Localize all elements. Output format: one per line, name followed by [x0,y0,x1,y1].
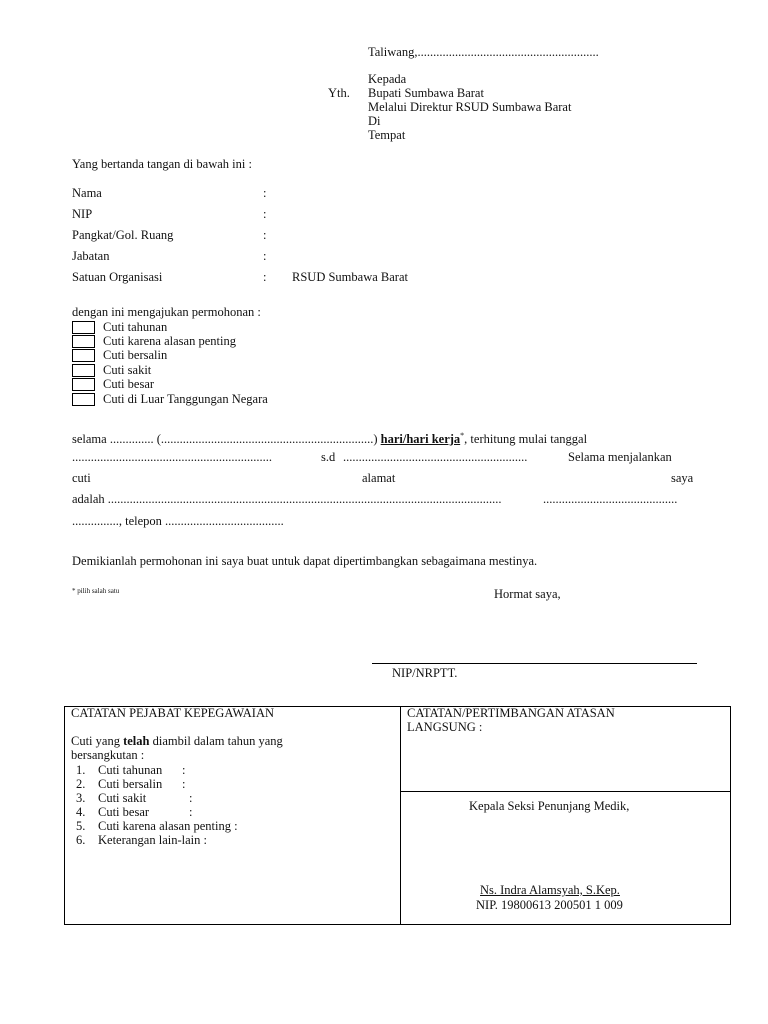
list-item-number: 3. [76,791,86,805]
approver-name: Ns. Indra Alamsyah, S.Kep. [480,883,620,897]
list-item-label: Cuti bersalin [98,777,163,791]
tempat-label: Tempat [368,128,406,142]
kepada-label: Kepada [368,72,407,86]
sd-label: s.d [321,450,336,464]
list-item-number: 4. [76,805,86,819]
list-item-label: Cuti karena alasan penting : [98,819,238,833]
identity-label: Satuan Organisasi [72,270,163,284]
footnote-marker: * [460,431,465,440]
table-row-divider [400,791,731,792]
alamat-word: alamat [362,471,396,485]
superior-notes-area[interactable] [401,735,730,790]
signature-nip-label: NIP/NRPTT. [392,666,458,680]
leave-type-label: Cuti karena alasan penting [103,334,236,348]
leave-type-label: Cuti besar [103,377,155,391]
taken-text-a: Cuti yang [71,734,124,748]
list-item-colon: : [189,805,193,819]
taken-leave-intro [71,734,283,749]
end-date-blank[interactable]: ........................................................... [343,450,528,464]
list-item-number: 2. [76,777,86,791]
identity-label: Nama [72,186,102,200]
approver-title: Kepala Seksi Penunjang Medik, [469,799,630,813]
start-date-blank[interactable]: ................................................................ [72,450,272,464]
duration-line [72,428,587,447]
taken-text-c: diambil dalam tahun yang [149,734,283,748]
leave-checkbox[interactable] [72,364,95,377]
identity-colon: : [263,186,267,200]
identity-label: Jabatan [72,249,110,263]
di-label: Di [368,114,381,128]
phone-line[interactable]: ..............., telepon ...................................... [72,514,284,528]
footnote: * pilih salah satu [72,587,120,595]
list-item-label: Cuti tahunan [98,763,163,777]
leave-type-label: Cuti di Luar Tanggungan Negara [103,392,268,406]
leave-type-label: Cuti tahunan [103,320,168,334]
list-item-colon: : [182,777,186,791]
right-cell-title-1: CATATAN/PERTIMBANGAN ATASAN [407,706,615,720]
cuti-word: cuti [72,471,91,485]
list-item-number: 6. [76,833,86,847]
intro-text: Yang bertanda tangan di bawah ini : [72,157,252,171]
leave-type-label: Cuti bersalin [103,348,168,362]
approver-nip: NIP. 19800613 200501 1 009 [476,898,623,912]
duration-blank[interactable]: selama .............. (....................................................................) [72,432,378,447]
identity-colon: : [263,270,267,284]
hormat-saya: Hormat saya, [494,587,561,601]
leave-checkbox[interactable] [72,335,95,348]
right-cell-title-2: LANGSUNG : [407,720,483,734]
recipient-line-2: Melalui Direktur RSUD Sumbawa Barat [368,100,572,114]
leave-checkbox[interactable] [72,349,95,362]
taken-text-d: bersangkutan : [71,748,145,762]
signature-line[interactable] [372,663,697,664]
list-item-number: 1. [76,763,86,777]
identity-colon: : [263,207,267,221]
leave-checkbox[interactable] [72,393,95,406]
list-item-colon: : [182,763,186,777]
leave-checkbox[interactable] [72,321,95,334]
closing-statement: Demikianlah permohonan ini saya buat untuk dapat dipertimbangkan sebagaimana mestinya. [72,554,538,568]
list-item-label: Keterangan lain-lain : [98,833,207,847]
address-blank[interactable]: adalah .............................................................................................................................. [72,492,502,506]
list-item-label: Cuti sakit [98,791,147,805]
list-item-colon: : [189,791,193,805]
identity-value[interactable]: RSUD Sumbawa Barat [292,270,408,284]
place-date: Taliwang,.......................................................... [368,45,599,59]
left-cell-title: CATATAN PEJABAT KEPEGAWAIAN [71,706,275,720]
request-intro: dengan ini mengajukan permohonan : [72,305,261,319]
leave-checkbox[interactable] [72,378,95,391]
identity-colon: : [263,228,267,242]
address-blank-cont[interactable]: ........................................... [543,492,678,506]
identity-label: NIP [72,207,93,221]
recipient-line-1: Bupati Sumbawa Barat [368,86,484,100]
leave-type-label: Cuti sakit [103,363,152,377]
selama-label: Selama menjalankan [568,450,672,464]
identity-label: Pangkat/Gol. Ruang [72,228,174,242]
list-item-number: 5. [76,819,86,833]
yth-label: Yth. [328,86,350,100]
duration-unit: hari/hari kerja [380,432,461,447]
taken-text-bold: telah [123,734,150,748]
saya-word: saya [671,471,694,485]
list-item-label: Cuti besar [98,805,150,819]
start-date-label: , terhitung mulai tanggal [464,432,588,447]
identity-colon: : [263,249,267,263]
